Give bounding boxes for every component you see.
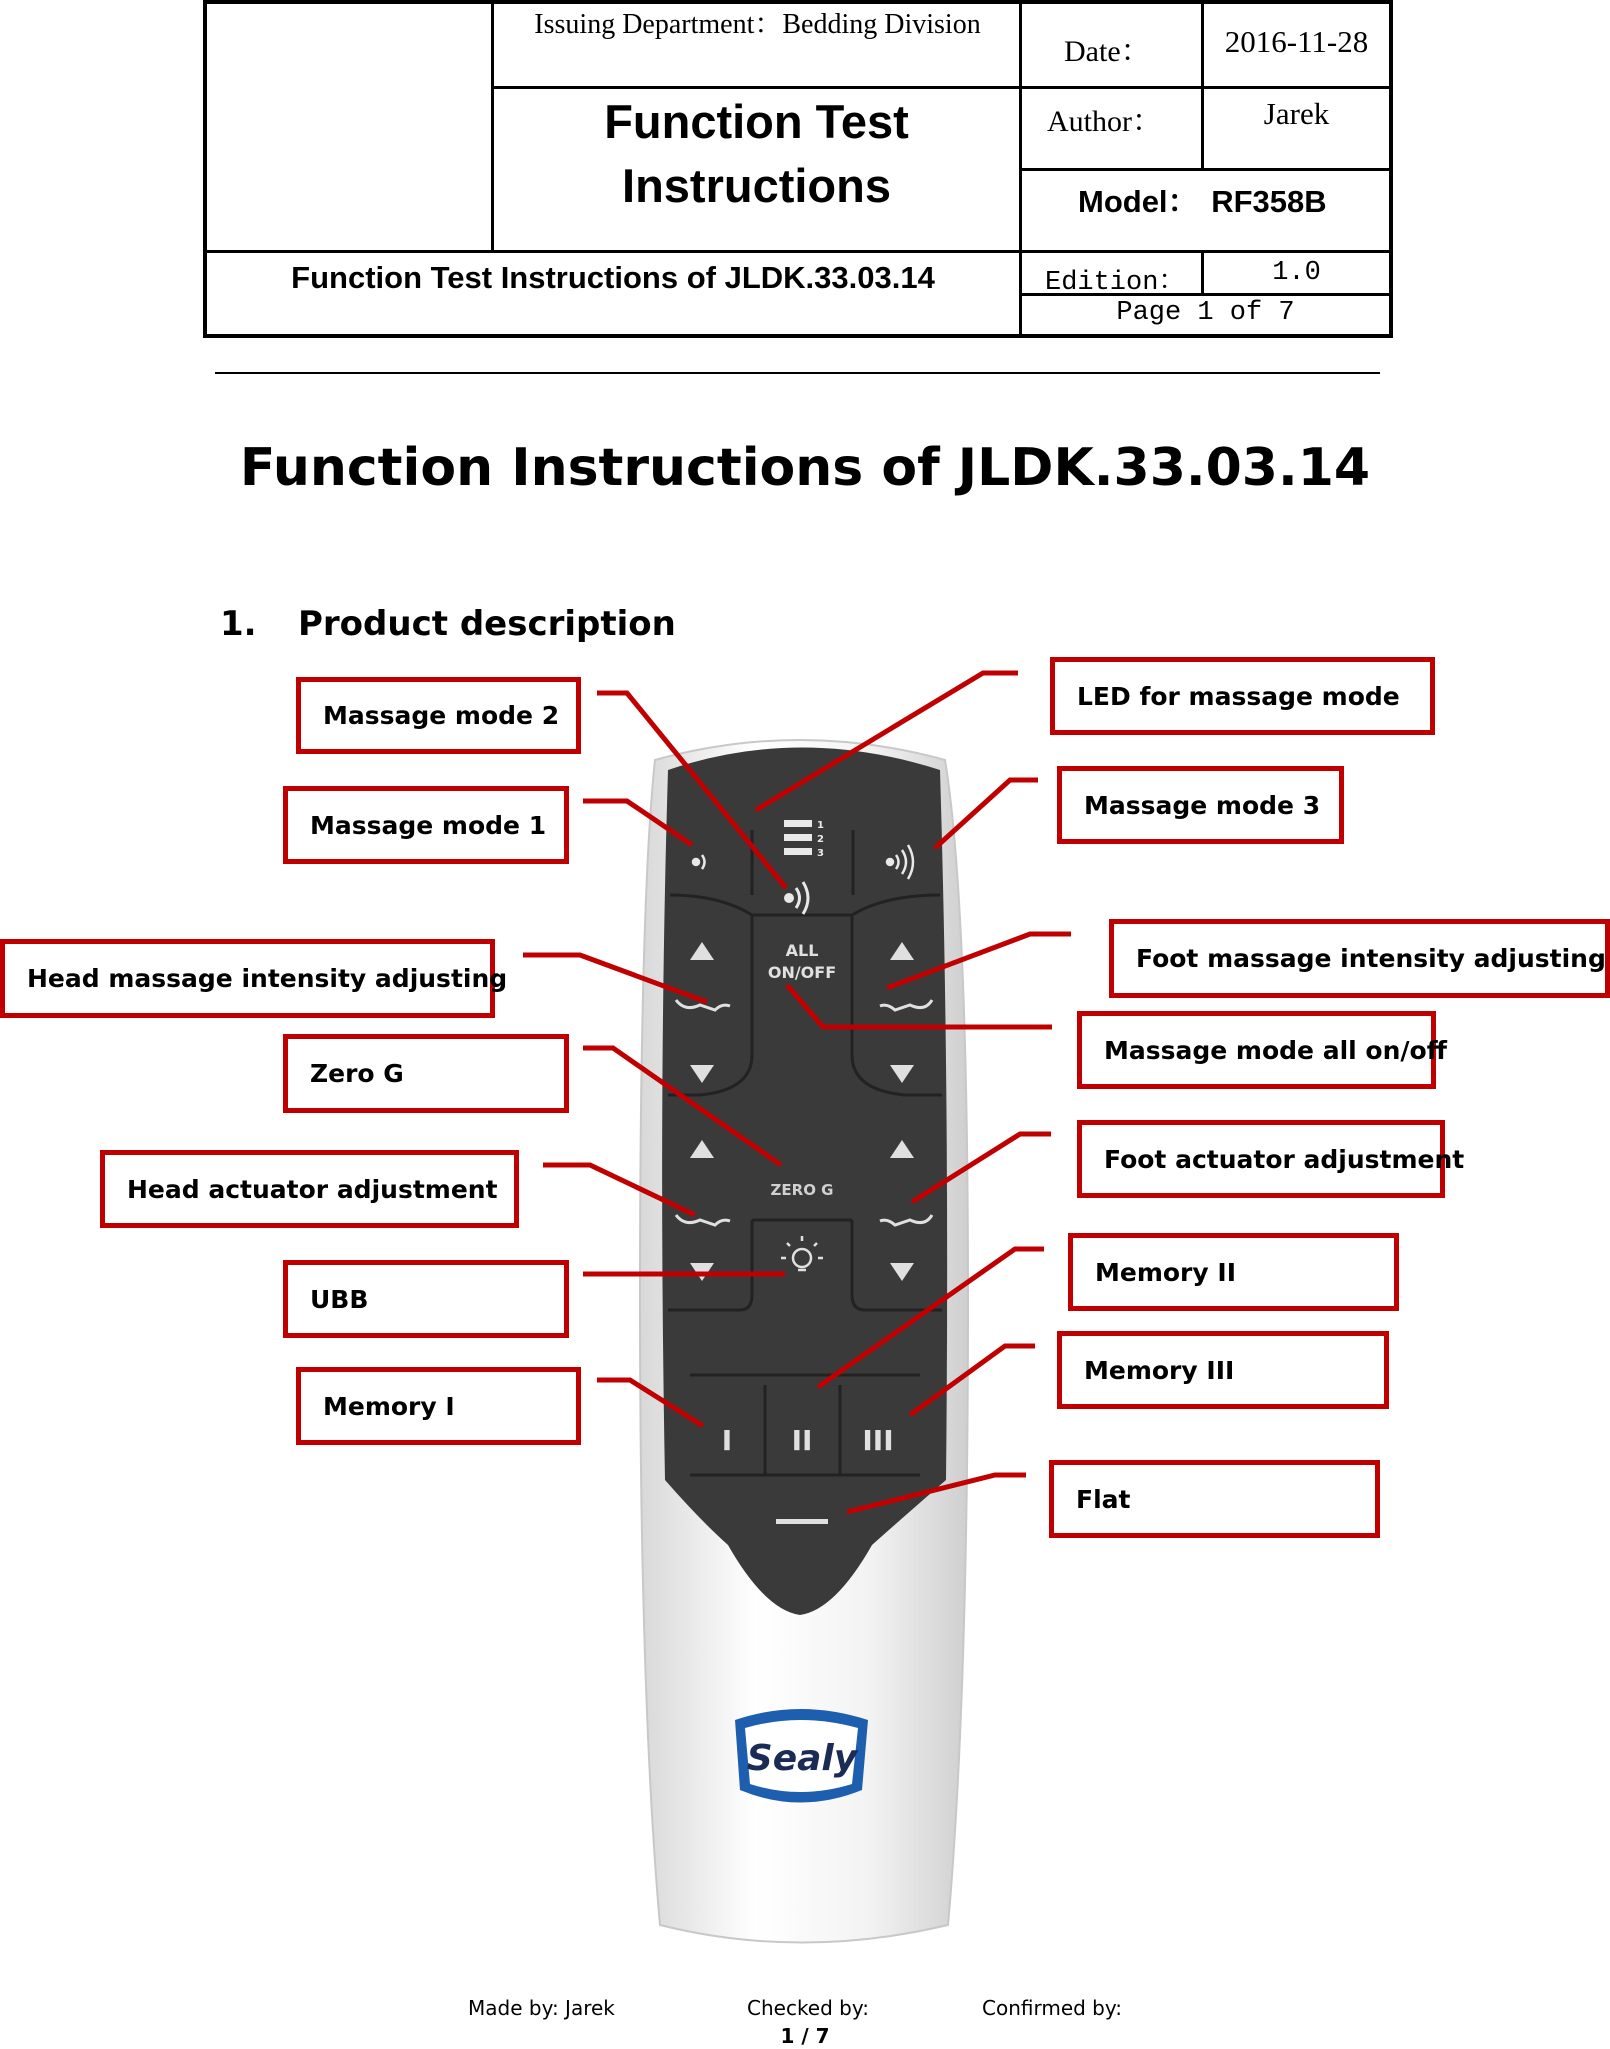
led-label-2: 2 [817,834,824,845]
leader-memory-2 [818,1249,1044,1387]
callout-foot-actuator [1077,1120,1465,1198]
callout-massage-mode-3-text: Massage mode 3 [1084,790,1321,820]
leader-flat [847,1475,1026,1512]
section-title: Product description [298,604,676,644]
callout-head-actuator [100,1150,519,1228]
section-number: 1. [220,604,257,644]
sealy-logo-text: Sealy [746,1738,858,1779]
all-on-off-label-line-1: ALL [785,941,819,960]
footer-made-by: Made by: Jarek [468,1996,615,2020]
date-value: 2016-11-28 [1224,24,1369,59]
author-label: Author： [1047,105,1162,138]
document-subtitle: Function Test Instructions of JLDK.33.03.14 [291,260,935,295]
leader-memory-3 [910,1346,1035,1415]
date-label: Date： [1064,35,1151,68]
edition-label: Edition： [1045,268,1186,298]
callout-memory-3-text: Memory III [1084,1355,1235,1385]
memory-1-button-label: I [721,1424,733,1457]
callout-zero-g-text: Zero G [310,1059,404,1088]
led-label-1: 1 [817,820,824,831]
callout-massage-mode-2 [296,677,581,754]
callout-massage-mode-1 [283,786,569,864]
callout-foot-massage-intensity-text: Foot massage intensity adjusting [1136,944,1606,973]
callout-memory-1-text: Memory I [323,1391,455,1421]
leader-massage-mode-2 [597,693,786,888]
main-title: Function Instructions of JLDK.33.03.14 [239,438,1371,498]
all-on-off-label-line-2: ON/OFF [767,963,837,982]
callout-memory-1 [296,1367,581,1445]
leader-all-onoff [787,985,1052,1027]
leader-massage-mode-3 [935,780,1038,848]
issuing-department: Issuing Department：Bedding Division [534,9,981,40]
led-label-3: 3 [817,848,824,859]
callout-memory-3 [1057,1331,1389,1409]
callout-foot-actuator-text: Foot actuator adjustment [1104,1144,1465,1174]
callout-foot-massage-intensity [1109,919,1610,998]
callout-head-actuator-text: Head actuator adjustment [127,1174,498,1204]
callout-memory-2 [1068,1233,1399,1311]
model-label: Model： [1078,184,1199,219]
memory-3-button-label: III [862,1424,894,1457]
leader-massage-mode-1 [583,801,692,845]
leader-led [756,673,1018,810]
author-value: Jarek [1263,96,1330,131]
callout-flat [1049,1460,1380,1538]
callout-zero-g [283,1034,569,1113]
callout-massage-all-onoff [1077,1011,1447,1089]
leader-memory-1 [597,1380,703,1426]
callout-ubb [283,1260,569,1338]
callout-massage-all-onoff-text: Massage mode all on/off [1104,1035,1447,1065]
model-value: RF358B [1211,184,1327,219]
footer-page-number: 1 / 7 [780,2024,830,2048]
callout-flat-text: Flat [1076,1484,1131,1514]
callout-massage-mode-2-text: Massage mode 2 [323,701,560,730]
header-title-line-2: Instructions [622,159,891,212]
footer-checked-by: Checked by: [747,1996,869,2020]
callout-massage-mode-1-text: Massage mode 1 [310,810,547,840]
footer [0,1990,1610,2049]
memory-2-button-label: II [791,1424,813,1457]
leader-foot-massage [887,934,1071,988]
callout-led-massage-mode-text: LED for massage mode [1077,681,1400,711]
callout-head-massage-intensity [0,939,508,1018]
callout-ubb-text: UBB [310,1284,369,1314]
page-info: Page 1 of 7 [1116,298,1295,328]
edition-value: 1.0 [1272,258,1321,288]
callout-massage-mode-3 [1057,766,1344,844]
leader-head-massage [523,955,707,1002]
leader-zero-g [583,1048,781,1165]
callout-memory-2-text: Memory II [1095,1257,1236,1287]
footer-confirmed-by: Confirmed by: [982,1996,1122,2020]
callout-led-massage-mode [1050,657,1435,735]
zero-g-label: ZERO G [770,1181,834,1199]
leader-foot-actuator [912,1134,1051,1202]
header-title-line-1: Function Test [604,95,909,148]
leader-head-actuator [543,1165,695,1215]
callout-head-massage-intensity-text: Head massage intensity adjusting [27,964,508,993]
